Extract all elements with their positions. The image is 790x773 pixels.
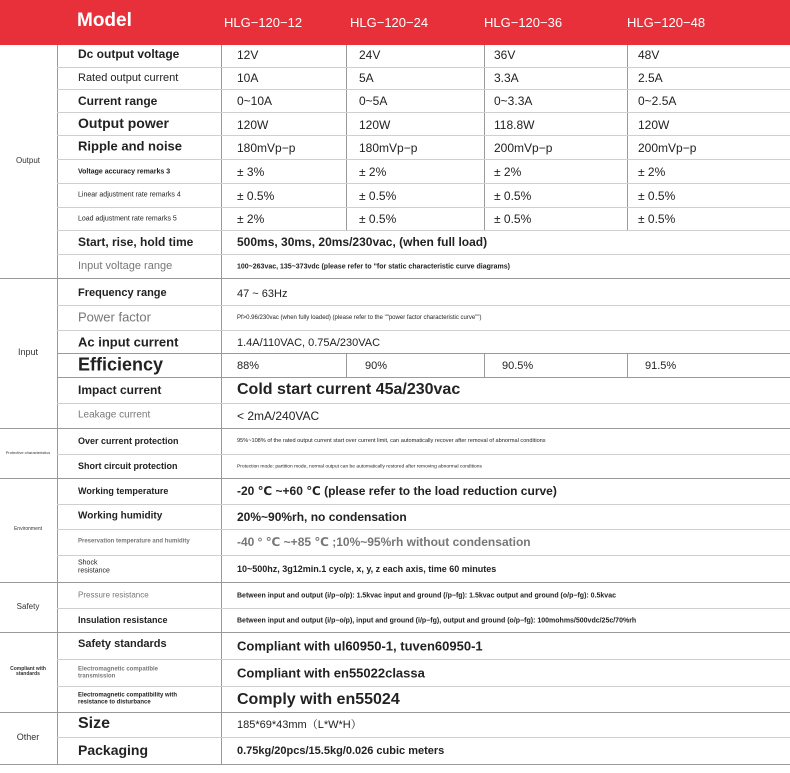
section-rule: [0, 582, 790, 583]
label-current-range: Current range: [78, 94, 158, 108]
value-load-adjustment: ± 0.5%: [359, 212, 397, 226]
value-rated-current: 2.5A: [638, 71, 663, 85]
col-divider: [484, 45, 485, 230]
section-compliant: Compliant with standards: [10, 665, 46, 677]
label-working-humidity: Working humidity: [78, 510, 163, 522]
label-efficiency: Efficiency: [78, 354, 164, 375]
label-divider: [221, 45, 222, 765]
col-divider: [627, 353, 628, 377]
value-output-power: 120W: [237, 118, 269, 132]
row-divider: [57, 207, 790, 208]
model-hlg-120-48: HLG−120−48: [627, 15, 706, 30]
col-divider: [346, 353, 347, 377]
value-voltage-accuracy: ± 2%: [638, 165, 666, 179]
section-divider: [57, 45, 58, 765]
label-size: Size: [78, 715, 111, 732]
value-linear-adjustment: ± 0.5%: [359, 189, 397, 203]
header-bar: [0, 0, 790, 45]
model-header: Model: [77, 10, 132, 31]
col-divider: [484, 353, 485, 377]
label-emc-immunity: Electromagnetic compatibility with resistance to disturbance: [78, 692, 178, 705]
value-linear-adjustment: ± 0.5%: [494, 189, 532, 203]
col-divider: [346, 45, 347, 230]
section-rule: [0, 478, 790, 479]
label-frequency-range: Frequency range: [78, 287, 167, 299]
label-insulation-resistance: Insulation resistance: [78, 615, 168, 625]
value-36v: 36V: [494, 48, 516, 62]
section-rule: [0, 428, 790, 429]
value-efficiency: 90.5%: [502, 360, 534, 372]
value-input-voltage-range: 100~263vac, 135~373vdc (please refer to "for static characteristic curve diagrams): [237, 263, 510, 271]
value-current-range: 0~10A: [237, 94, 273, 108]
value-efficiency: 91.5%: [645, 360, 677, 372]
section-input: Input: [17, 347, 39, 358]
value-over-current-protection: 95%~108% of the rated output current start over current limit, can automatically recover after removal of abnormal conditions: [237, 438, 546, 444]
model-hlg-120-24: HLG−120−24: [350, 15, 429, 30]
label-power-factor: Power factor: [78, 309, 151, 325]
label-packaging: Packaging: [78, 742, 149, 758]
value-12v: 12V: [237, 48, 259, 62]
row-divider: [57, 686, 790, 687]
row-divider: [57, 377, 790, 378]
value-current-range: 0~2.5A: [638, 94, 677, 108]
value-pressure-resistance: Between input and output (i/p−o/p): 1.5kvac input and ground (/p−fg): 1.5kvac output and ground (o/p−fg): 0.5kvac: [237, 592, 616, 600]
row-divider: [57, 183, 790, 184]
value-linear-adjustment: ± 0.5%: [638, 189, 676, 203]
row-divider: [57, 159, 790, 160]
value-output-power: 120W: [638, 118, 670, 132]
label-short-circuit-protection: Short circuit protection: [78, 461, 178, 471]
row-divider: [57, 555, 790, 556]
row-divider: [57, 112, 790, 113]
value-ripple: 180mVp−p: [359, 141, 418, 155]
label-start-rise-hold: Start, rise, hold time: [78, 235, 194, 249]
value-safety-standards: Compliant with ul60950-1, tuven60950-1: [237, 638, 483, 654]
row-divider: [57, 89, 790, 90]
label-emc-transmission: Electromagnetic compatible transmission: [78, 666, 159, 679]
value-rated-current: 5A: [359, 71, 374, 85]
row-divider: [57, 403, 790, 404]
row-divider: [57, 454, 790, 455]
value-frequency-range: 47 ~ 63Hz: [237, 288, 288, 300]
row-divider: [57, 529, 790, 530]
value-power-factor: Pf>0.96/230vac (when fully loaded) (please refer to the ""power factor characteristic curve""): [237, 315, 482, 321]
label-leakage-current: Leakage current: [78, 409, 151, 421]
value-voltage-accuracy: ± 3%: [237, 165, 265, 179]
section-rule: [0, 712, 790, 713]
label-over-current-protection: Over current protection: [78, 436, 179, 446]
value-linear-adjustment: ± 0.5%: [237, 189, 275, 203]
value-shock-resistance: 10~500hz, 3g12min.1 cycle, x, y, z each axis, time 60 minutes: [237, 564, 497, 574]
value-preservation: -40 ° ℃ ~+85 ℃ ;10%~95%rh without condensation: [237, 535, 531, 549]
section-safety: Safety: [16, 601, 40, 611]
section-rule: [0, 632, 790, 633]
value-current-range: 0~5A: [359, 94, 388, 108]
label-preservation: Preservation temperature and humidity: [78, 538, 190, 545]
value-leakage-current: < 2mA/240VAC: [237, 409, 320, 423]
row-divider: [57, 135, 790, 136]
value-efficiency: 88%: [237, 360, 260, 372]
value-impact-current: Cold start current 45a/230vac: [237, 381, 461, 398]
value-rated-current: 10A: [237, 71, 259, 85]
value-24v: 24V: [359, 48, 381, 62]
label-voltage-accuracy: Voltage accuracy remarks 3: [78, 168, 171, 176]
label-working-temperature: Working temperature: [78, 486, 169, 496]
value-start-rise-hold: 500ms, 30ms, 20ms/230vac, (when full load): [237, 235, 488, 249]
label-impact-current: Impact current: [78, 383, 162, 397]
value-ripple: 200mVp−p: [494, 141, 553, 155]
value-ac-input-current: 1.4A/110VAC, 0.75A/230VAC: [237, 337, 381, 349]
value-ripple: 180mVp−p: [237, 141, 296, 155]
row-divider: [57, 67, 790, 68]
label-pressure-resistance: Pressure resistance: [78, 590, 149, 600]
section-environment: Environment: [13, 526, 43, 533]
section-output: Output: [15, 156, 40, 166]
value-efficiency: 90%: [365, 360, 388, 372]
label-linear-adjustment: Linear adjustment rate remarks 4: [78, 191, 181, 199]
row-divider: [57, 353, 790, 354]
value-short-circuit-protection: Protection mode: partition mode, normal output can be automatically restored after removing abnormal conditions: [237, 464, 482, 470]
value-load-adjustment: ± 0.5%: [494, 212, 532, 226]
value-output-power: 118.8W: [494, 118, 535, 132]
section-other: Other: [16, 732, 40, 743]
model-hlg-120-36: HLG−120−36: [484, 15, 563, 30]
value-voltage-accuracy: ± 2%: [359, 165, 387, 179]
label-ac-input-current: Ac input current: [78, 334, 179, 350]
value-load-adjustment: ± 0.5%: [638, 212, 676, 226]
section-rule: [0, 764, 790, 765]
model-hlg-120-12: HLG−120−12: [224, 15, 303, 30]
value-insulation-resistance: Between input and output (i/p−o/p), input and ground (i/p−fg), output and ground (o/p−fg): 100mohms/500vdc/25c/70%rh: [237, 617, 637, 625]
value-packaging: 0.75kg/20pcs/15.5kg/0.026 cubic meters: [237, 745, 445, 757]
value-size: 185*69*43mm（L*W*H）: [237, 719, 362, 731]
value-ripple: 200mVp−p: [638, 141, 697, 155]
label-shock-resistance: Shock resistance: [78, 559, 110, 575]
label-load-adjustment: Load adjustment rate remarks 5: [78, 215, 177, 223]
row-divider: [57, 230, 790, 231]
value-output-power: 120W: [359, 118, 391, 132]
section-rule: [0, 278, 790, 279]
label-safety-standards: Safety standards: [78, 638, 167, 650]
label-output-power: Output power: [78, 115, 169, 131]
row-divider: [57, 504, 790, 505]
row-divider: [57, 305, 790, 306]
row-divider: [57, 737, 790, 738]
section-protection: Protective characteristics: [5, 449, 51, 455]
value-voltage-accuracy: ± 2%: [494, 165, 522, 179]
value-working-humidity: 20%~90%rh, no condensation: [237, 510, 407, 524]
row-divider: [57, 254, 790, 255]
label-rated-output-current: Rated output current: [78, 72, 179, 84]
row-divider: [57, 330, 790, 331]
value-working-temperature: -20 ℃ ~+60 ℃ (please refer to the load reduction curve): [237, 484, 557, 498]
row-divider: [57, 659, 790, 660]
col-divider: [627, 45, 628, 230]
label-input-voltage-range: Input voltage range: [78, 260, 173, 272]
value-current-range: 0~3.3A: [494, 94, 533, 108]
label-ripple-noise: Ripple and noise: [78, 138, 183, 154]
value-rated-current: 3.3A: [494, 71, 519, 85]
label-dc-output-voltage: Dc output voltage: [78, 47, 180, 61]
value-emc-immunity: Comply with en55024: [237, 691, 400, 708]
value-emc-transmission: Compliant with en55022classa: [237, 665, 425, 681]
value-load-adjustment: ± 2%: [237, 212, 265, 226]
row-divider: [57, 608, 790, 609]
value-48v: 48V: [638, 48, 660, 62]
